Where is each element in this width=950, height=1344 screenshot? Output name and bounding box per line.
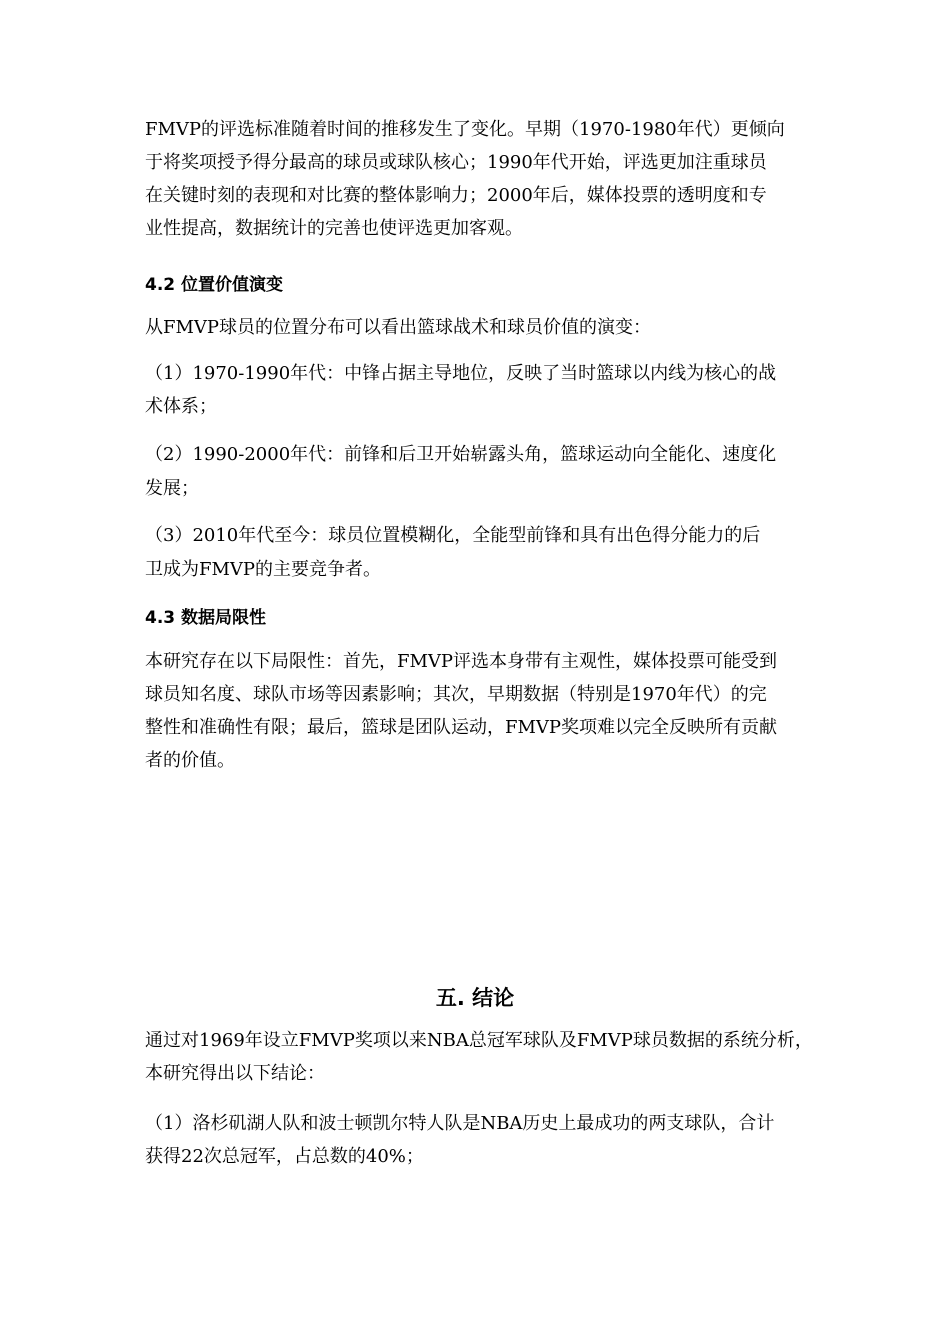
text-line: 球员知名度、球队市场等因素影响；其次，早期数据（特别是1970年代）的完 — [145, 684, 767, 705]
text-line: 发展； — [145, 478, 199, 499]
text-line: 整性和准确性有限；最后，篮球是团队运动，FMVP奖项难以完全反映所有贡献 — [145, 717, 778, 738]
text-line: FMVP的评选标准随着时间的推移发生了变化。早期（1970-1980年代）更倾向 — [145, 119, 785, 140]
text-line: 在关键时刻的表现和对比赛的整体影响力；2000年后，媒体投票的透明度和专 — [145, 185, 767, 206]
text-line: 本研究存在以下局限性：首先，FMVP评选本身带有主观性，媒体投票可能受到 — [145, 651, 778, 672]
text-line: （1）1970-1990年代：中锋占据主导地位，反映了当时篮球以内线为核心的战 — [145, 363, 777, 384]
section-heading-4-3: 4.3 数据局限性 — [145, 608, 267, 628]
text-line: 术体系； — [145, 396, 217, 417]
text-line: 从FMVP球员的位置分布可以看出篮球战术和球员价值的演变： — [145, 317, 652, 338]
section-title-conclusion: 五. 结论 — [435, 986, 515, 1010]
text-line: 本研究得出以下结论： — [145, 1063, 325, 1084]
text-line: 通过对1969年设立FMVP奖项以来NBA总冠军球队及FMVP球员数据的系统分析， — [145, 1030, 813, 1051]
text-line: （2）1990-2000年代：前锋和后卫开始崭露头角，篮球运动向全能化、速度化 — [145, 444, 777, 465]
text-line: 获得22次总冠军，占总数的40%； — [145, 1146, 424, 1167]
text-line: （3）2010年代至今：球员位置模糊化，全能型前锋和具有出色得分能力的后 — [145, 525, 761, 546]
text-line: 于将奖项授予得分最高的球员或球队核心；1990年代开始，评选更加注重球员 — [145, 152, 767, 173]
text-line: 者的价值。 — [145, 750, 235, 771]
section-heading-4-2: 4.2 位置价值演变 — [145, 275, 284, 295]
text-line: （1）洛杉矶湖人队和波士顿凯尔特人队是NBA历史上最成功的两支球队，合计 — [145, 1113, 775, 1134]
text-line: 卫成为FMVP的主要竞争者。 — [145, 559, 382, 580]
text-line: 业性提高，数据统计的完善也使评选更加客观。 — [145, 218, 523, 239]
